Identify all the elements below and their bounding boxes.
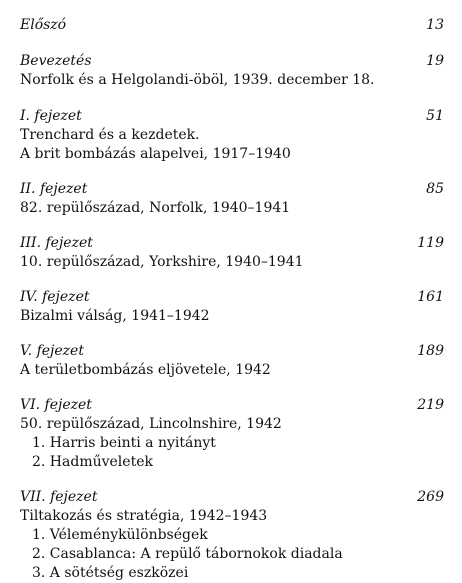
table-of-contents xyxy=(20,16,444,583)
chapter-label: I. fejezet xyxy=(20,108,82,124)
page-number: 119 xyxy=(417,235,444,251)
chapter-title: 10. repülőszázad, Yorkshire, 1940–1941 xyxy=(20,254,304,270)
toc-entry-header xyxy=(20,234,444,253)
chapter-label: III. fejezet xyxy=(20,235,93,251)
chapter-label: VI. fejezet xyxy=(20,397,92,413)
toc-entry-chapter-7[interactable] xyxy=(20,488,444,583)
page-number: 19 xyxy=(426,53,444,69)
page-number: 13 xyxy=(426,17,444,33)
chapter-title: A brit bombázás alapelvei, 1917–1940 xyxy=(20,146,291,162)
subsection-item[interactable]: 2. Casablanca: A repülő tábornokok diadala xyxy=(32,546,343,562)
toc-entry-chapter-2[interactable] xyxy=(20,180,444,218)
page-number: 85 xyxy=(426,181,444,197)
toc-entry-bevezetes[interactable] xyxy=(20,52,444,90)
toc-entry-header xyxy=(20,396,444,415)
page-number: 219 xyxy=(417,397,444,413)
toc-entry-header xyxy=(20,488,444,507)
subsection-item[interactable]: 1. Harris beinti a nyitányt xyxy=(32,435,216,451)
toc-entry-header xyxy=(20,180,444,199)
entry-title: Norfolk és a Helgolandi-öböl, 1939. december 18. xyxy=(20,72,375,88)
chapter-title: A területbombázás eljövetele, 1942 xyxy=(20,362,271,378)
entry-label: Előszó xyxy=(20,17,67,33)
toc-entry-header xyxy=(20,16,444,35)
entry-label: Bevezetés xyxy=(20,53,92,69)
page-number: 189 xyxy=(417,343,444,359)
toc-entry-chapter-6[interactable] xyxy=(20,396,444,472)
chapter-title: 82. repülőszázad, Norfolk, 1940–1941 xyxy=(20,200,291,216)
toc-entry-chapter-4[interactable] xyxy=(20,288,444,326)
chapter-label: IV. fejezet xyxy=(20,289,90,305)
toc-entry-chapter-5[interactable] xyxy=(20,342,444,380)
chapter-title: Bizalmi válság, 1941–1942 xyxy=(20,308,210,324)
toc-entry-eloszo[interactable] xyxy=(20,16,444,35)
page-number: 269 xyxy=(417,489,444,505)
toc-entry-header xyxy=(20,288,444,307)
chapter-label: VII. fejezet xyxy=(20,489,98,505)
toc-entry-chapter-1[interactable] xyxy=(20,107,444,164)
toc-entry-header xyxy=(20,342,444,361)
chapter-title: Trenchard és a kezdetek. xyxy=(20,127,200,143)
chapter-title: 50. repülőszázad, Lincolnshire, 1942 xyxy=(20,416,282,432)
chapter-label: II. fejezet xyxy=(20,181,88,197)
chapter-title: Tiltakozás és stratégia, 1942–1943 xyxy=(20,508,268,524)
subsection-item[interactable]: 3. A sötétség eszközei xyxy=(32,565,189,581)
toc-entry-chapter-3[interactable] xyxy=(20,234,444,272)
toc-entry-header xyxy=(20,52,444,71)
page-number: 51 xyxy=(426,108,444,124)
subsection-item[interactable]: 2. Hadműveletek xyxy=(32,454,153,470)
chapter-label: V. fejezet xyxy=(20,343,84,359)
subsection-item[interactable]: 1. Véleménykülönbségek xyxy=(32,527,208,543)
page-number: 161 xyxy=(417,289,444,305)
toc-entry-header xyxy=(20,107,444,126)
